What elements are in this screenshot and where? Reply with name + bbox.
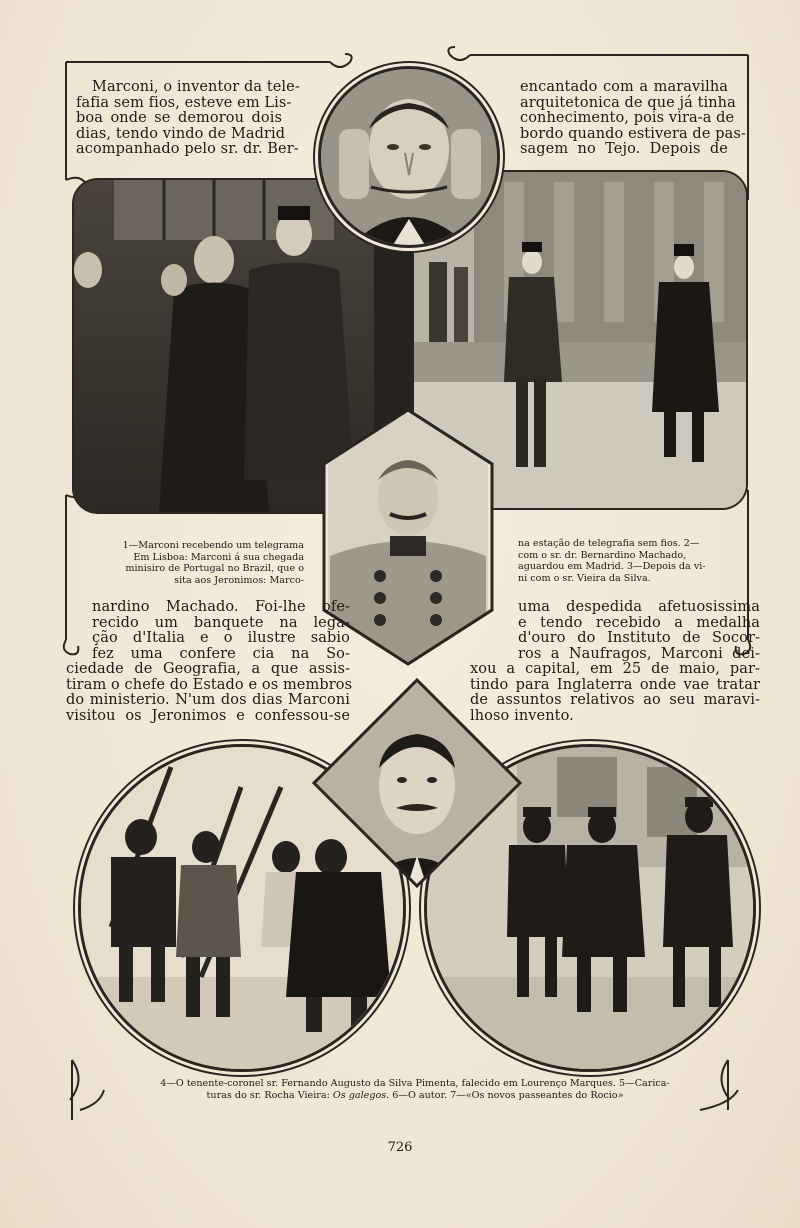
text-line: lhoso invento. [470,707,574,724]
text-line: uma despedida afetuosissima [518,599,760,615]
caption-line: ni com o sr. Vieira da Silva. [518,572,651,584]
text-line: do ministerio. N'um dos dias Marconi [66,692,350,708]
caption-text: turas do sr. Rocha Vieira: [206,1089,330,1101]
caption-left [92,540,304,586]
text-line: ros a Naufragos, Marconi dei- [518,645,760,662]
caption-line: 1—Marconi recebendo um telegrama [122,540,304,551]
caption-line: Em Lisboa: Marconi á sua chegada [133,551,304,563]
text-line: sagem no Tejo. Depois de [520,141,728,157]
caption-bottom [130,1078,700,1101]
caption-line: minisiro de Portugal no Brazil, que o [125,563,304,574]
article-paragraph-2 [520,79,746,158]
text-line: visitou os Jeronimos e confessou-se [66,707,350,724]
caption-line [130,1090,700,1102]
text-line: arquitetonica de que já tinha [520,94,736,111]
text-line: tiram o chefe do Estado e os membros [66,676,353,693]
caption-line: na estação de telegrafia sem fios. 2— [518,538,700,549]
text-line: bordo quando estivera de pas- [520,125,746,142]
text-line: d'ouro do Instituto de Socor- [518,630,760,646]
text-line: Marconi, o inventor da tele- [92,79,300,95]
text-line: tindo para Inglaterra onde vae tratar [470,676,760,693]
text-line: ciedade de Geografia, a que assis- [66,661,350,677]
text-line: recido um banquete na lega- [92,614,350,631]
caption-right [518,538,730,584]
caption-line: 4—O tenente-coronel sr. Fernando Augusto da Silva Pimenta, falecido em Lourenço Marques. 5—Carica- [160,1078,670,1089]
caption-italic-title: Os galegos. [332,1089,390,1101]
caption-text: 6—O autor. 7—«Os novos passeantes do Rocio» [392,1089,624,1101]
article-paragraph-1 [76,79,300,158]
text-line: nardino Machado. Foi-lhe ofe- [92,599,350,615]
text-line: de assuntos relativos ao seu maravi- [470,692,760,708]
text-line: fez uma confere cia na So- [92,645,350,662]
text-line: conhecimento, pois vira-a de [520,110,735,126]
caption-line: aguardou em Madrid. 3—Depois da vi- [518,561,706,572]
text-line: ção d'Italia e o ilustre sabio [92,630,350,646]
text-line: xou a capital, em 25 de maio, par- [470,661,760,677]
caption-line: com o sr. dr. Bernardino Machado, [518,549,687,561]
portrait-author-diamond [310,676,524,890]
page-number: 726 [387,1140,413,1155]
text-line: fafia sem fios, esteve em Lis- [76,94,292,111]
portrait-marconi-oval [318,66,500,248]
caption-line: sita aos Jeronimos: Marco- [174,574,304,586]
text-line: dias, tendo vindo de Madrid [76,125,286,142]
text-line: encantado com a maravilha [520,79,728,95]
text-line: acompanhado pelo sr. dr. Ber- [76,141,299,157]
text-line: boa onde se demorou dois [76,110,282,126]
text-line: e tendo recebido a medalha [518,614,760,631]
article-paragraph-3 [66,599,353,724]
